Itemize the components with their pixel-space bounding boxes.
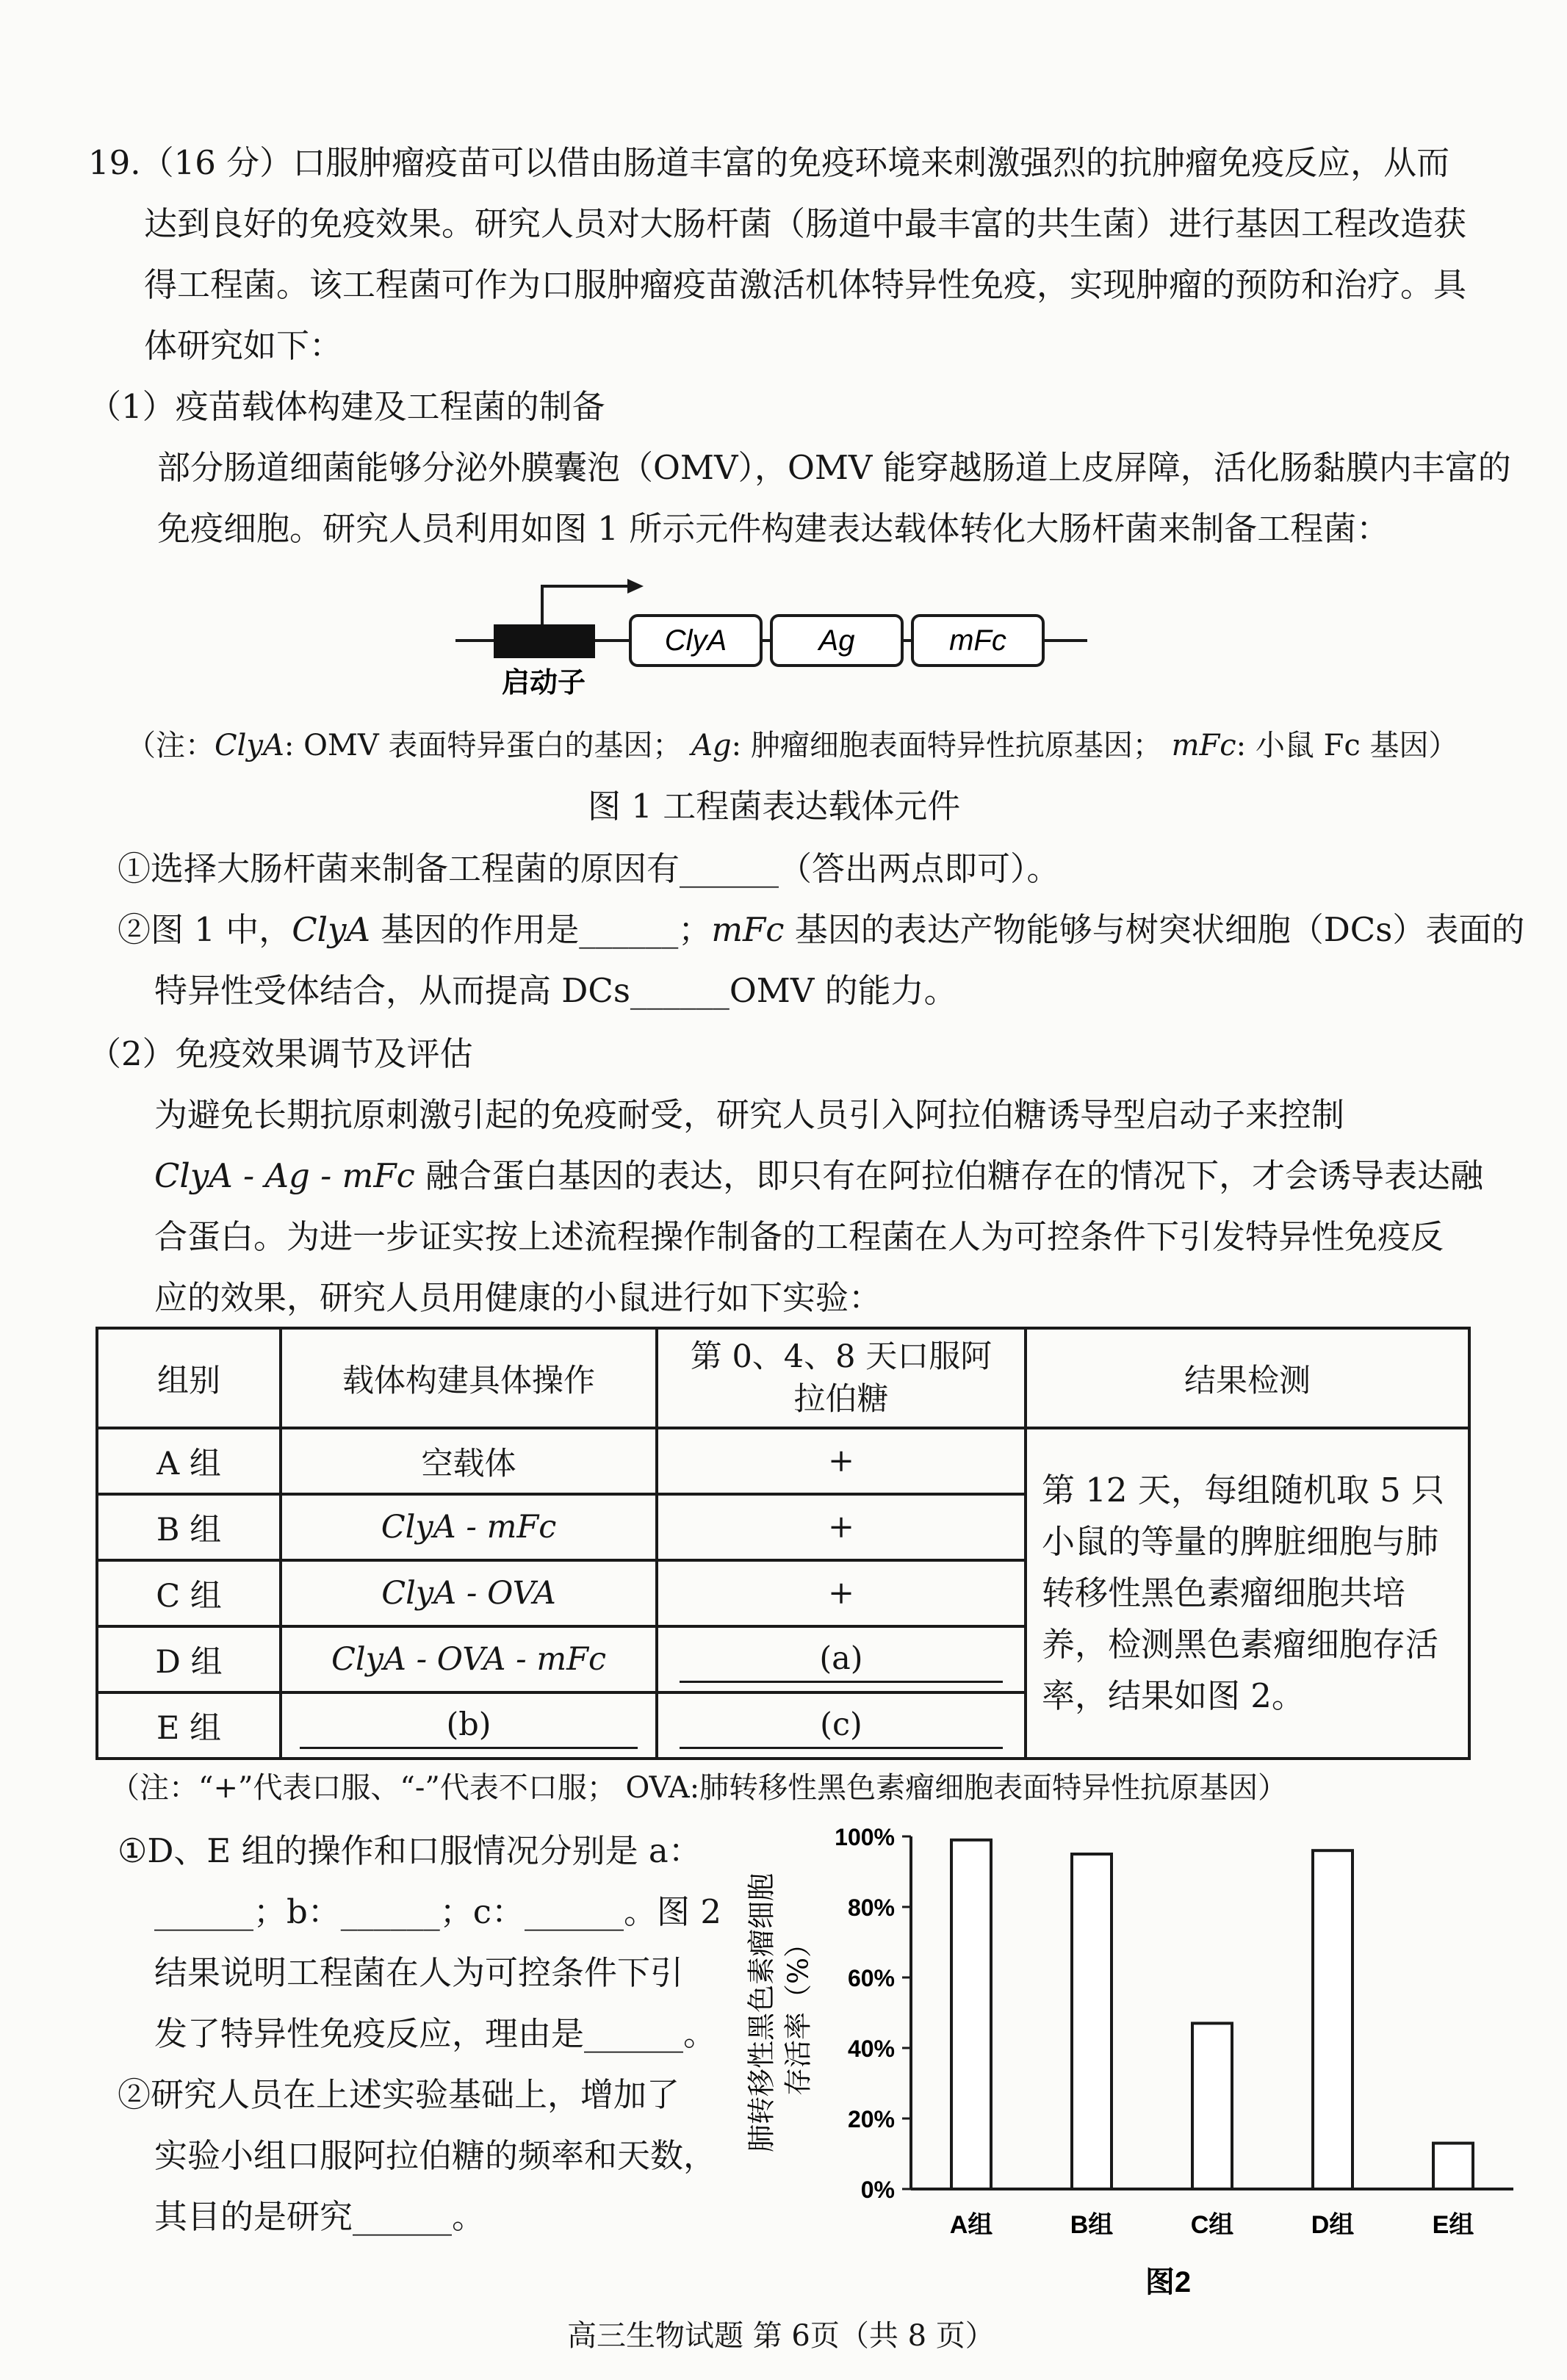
table-row-d-group: D 组 [97,1626,281,1692]
promoter-block [494,624,595,658]
chart-bars [951,1840,1473,2189]
promoter-label: 启动子 [501,666,586,698]
part2-question-1-line-4: 发了特异性免疫反应，理由是______。 [154,2014,717,2053]
part1-question-2: ②图 1 中，ClyA 基因的作用是______；mFc 基因的表达产物能够与树突状细胞（DCs）表面的 [118,910,1525,949]
question-intro-line-4: 体研究如下： [144,326,343,365]
gene-label-clya: ClyA [664,624,727,657]
experiment-table [96,1327,1471,1760]
y-tick-label: 100% [835,1824,895,1850]
category-label: C组 [1190,2211,1234,2239]
category-label: A组 [949,2211,993,2239]
table-header-operation: 载体构建具体操作 [281,1328,657,1428]
table-row-c-op: ClyA - OVA [281,1560,657,1626]
y-tick-label: 60% [847,1965,895,1991]
bar-3 [1192,2023,1232,2189]
part2-question-2-line-3: 其目的是研究______。 [154,2197,486,2236]
part2-line-4: 应的效果，研究人员用健康的小鼠进行如下实验： [154,1278,882,1317]
part1-question-1: ①选择大肠杆菌来制备工程菌的原因有______（答出两点即可）。 [118,849,1060,888]
part2-heading: （2）免疫效果调节及评估 [88,1034,473,1073]
part2-question-1-line-2: ______；b：______；c：______。图 2 [154,1892,721,1931]
table-header-group: 组别 [97,1328,281,1428]
table-row-b-oral: + [657,1494,1026,1560]
table-row-c-oral: + [657,1560,1026,1626]
category-label: D组 [1311,2211,1355,2239]
part2-line-3: 合蛋白。为进一步证实按上述流程操作制备的工程菌在人为可控条件下引发特异性免疫反 [154,1217,1444,1256]
table-result-cell: 第 12 天，每组随机取 5 只小鼠的等量的脾脏细胞与肺转移性黑色素瘤细胞共培养，检测黑色素瘤细胞存活率，结果如图 2。 [1026,1428,1469,1759]
question-intro-line-2: 达到良好的免疫效果。研究人员对大肠杆菌（肠道中最丰富的共生菌）进行基因工程改造获 [144,204,1467,243]
part1-question-2-line-2: 特异性受体结合，从而提高 DCs______OMV 的能力。 [154,971,957,1010]
table-row-b-group: B 组 [97,1494,281,1560]
figure1-caption: 图 1 工程菌表达载体元件 [588,787,961,826]
table-row-a-oral: + [657,1428,1026,1494]
part2-question-1-line-3: 结果说明工程菌在人为可控条件下引 [154,1953,684,1992]
table-header-result: 结果检测 [1026,1328,1469,1428]
y-tick-label: 40% [847,2035,895,2062]
table-row-a-op: 空载体 [281,1428,657,1494]
bar-4 [1313,1850,1352,2189]
table-row-e-group: E 组 [97,1692,281,1759]
table-row-e-op-blank: (b) [300,1703,638,1749]
table-row-d-oral-blank: (a) [680,1637,1003,1683]
figure1-note: （注：ClyA: OMV 表面特异蛋白的基因； Ag: 肿瘤细胞表面特异性抗原基因； mFc: 小鼠 Fc 基因） [126,729,1458,762]
table-row-d-op: ClyA - OVA - mFc [281,1626,657,1692]
part2-question-2-line-2: 实验小组口服阿拉伯糖的频率和天数， [154,2136,717,2175]
table-header-oral: 第 0、4、8 天口服阿拉伯糖 [657,1328,1026,1428]
category-label: B组 [1070,2211,1114,2239]
figure2-bar-chart [727,1814,1543,2314]
page-footer: 高三生物试题 第 6页（共 8 页） [567,2319,995,2353]
bar-1 [951,1840,991,2189]
question-number: 19. [88,143,141,182]
chart-category-labels [950,2211,1474,2239]
part1-line-2: 免疫细胞。研究人员利用如图 1 所示元件构建表达载体转化大肠杆菌来制备工程菌： [157,509,1390,548]
chart-title: 图2 [1145,2266,1192,2298]
table-row-e-oral-blank: (c) [680,1703,1003,1749]
y-tick-label: 80% [847,1894,895,1921]
table-row-a-group: A 组 [97,1428,281,1494]
chart-y-ticks [835,1824,911,2203]
y-axis-label-line: 肺转移性黑色素瘤细胞 [745,1872,778,2153]
gene-label-ag: Ag [818,624,855,657]
y-axis-label-line: 存活率（%） [782,1929,815,2096]
question-intro-line-1: 19.（16 分）口服肿瘤疫苗可以借由肠道丰富的免疫环境来刺激强烈的抗肿瘤免疫反应，从而 [88,143,1450,182]
part1-line-1: 部分肠道细菌能够分泌外膜囊泡（OMV），OMV 能穿越肠道上皮屏障，活化肠黏膜内丰富的 [157,448,1511,487]
table-row-b-op: ClyA - mFc [281,1494,657,1560]
y-tick-label: 0% [860,2177,895,2203]
part2-question-1-line-1: ①D、E 组的操作和口服情况分别是 a： [118,1831,702,1870]
category-label: E组 [1432,2211,1474,2239]
part2-question-2-line-1: ②研究人员在上述实验基础上，增加了 [118,2075,680,2114]
bar-5 [1433,2143,1473,2189]
part2-line-2: ClyA - Ag - mFc 融合蛋白基因的表达，即只有在阿拉伯糖存在的情况下，才会诱导表达融 [154,1156,1484,1195]
part1-heading: （1）疫苗载体构建及工程菌的制备 [88,387,605,426]
table-row-c-group: C 组 [97,1560,281,1626]
part2-line-1: 为避免长期抗原刺激引起的免疫耐受，研究人员引入阿拉伯糖诱导型启动子来控制 [154,1095,1345,1134]
table-note: （注：“+”代表口服、“-”代表不口服； OVA:肺转移性黑色素瘤细胞表面特异性抗原基因） [110,1771,1288,1805]
bar-2 [1072,1854,1112,2189]
gene-label-mfc: mFc [949,624,1006,657]
question-intro-line-3: 得工程菌。该工程菌可作为口服肿瘤疫苗激活机体特异性免疫，实现肿瘤的预防和治疗。具 [144,265,1467,304]
y-tick-label: 20% [847,2106,895,2132]
figure1-vector-diagram [441,566,1102,698]
chart-ylabel [746,1873,815,2152]
